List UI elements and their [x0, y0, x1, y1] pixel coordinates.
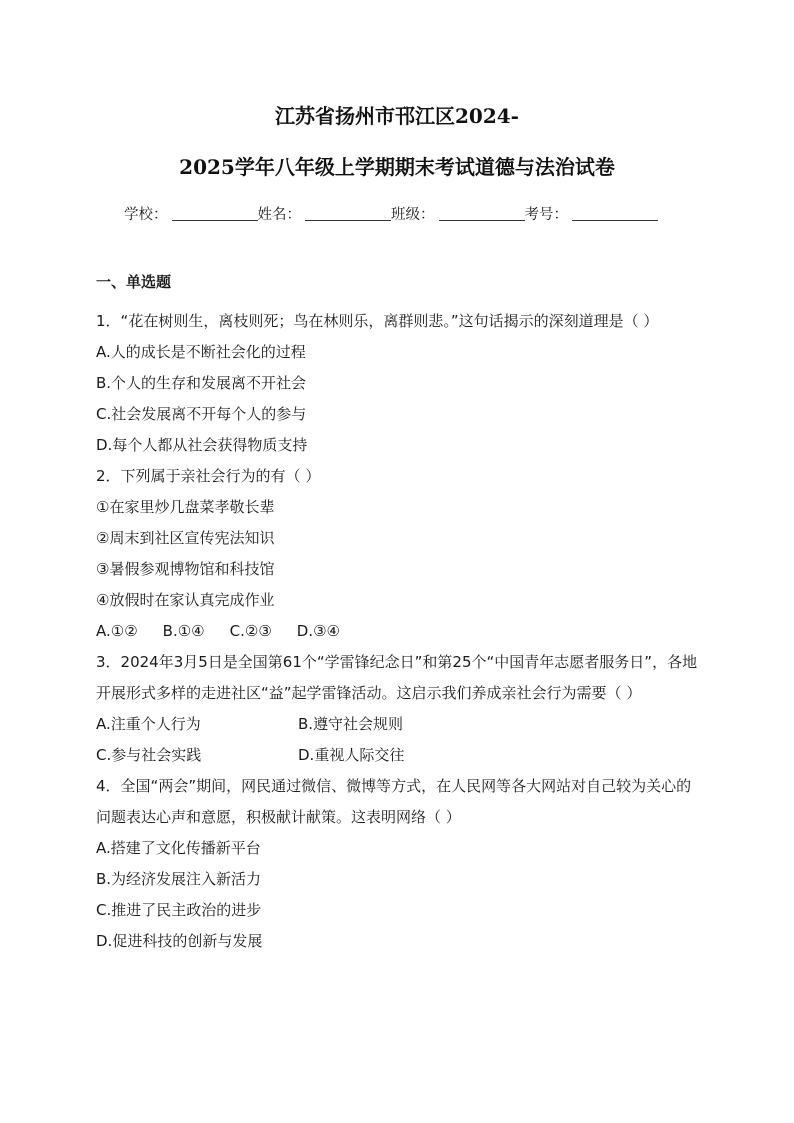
option-a: A.①②: [96, 622, 138, 640]
question-4: [96, 771, 698, 957]
question-stem: 4．全国“两会”期间，网民通过微信、微博等方式，在人民网等各大网站对自己较为关心的问题表达心声和意愿，积极献计献策。这表明网络（ ）: [96, 777, 692, 826]
option-c: C.②③: [229, 622, 272, 640]
option-d: D.每个人都从社会获得物质支持: [96, 436, 308, 454]
class-field: [391, 203, 525, 227]
question-stem: 3．2024年3月5日是全国第61个“学雷锋纪念日”和第25个“中国青年志愿者服务日”，各地开展形式多样的走进社区“益”起学雷锋活动。这启示我们养成亲社会行为需要（ ）: [96, 653, 698, 702]
option-c: C.推进了民主政治的进步: [96, 901, 262, 919]
student-info-row: [124, 203, 684, 227]
option-b: B.为经济发展注入新活力: [96, 870, 262, 888]
statement-2: ②周末到社区宣传宪法知识: [96, 529, 275, 547]
question-stem: 1．“花在树则生，离枝则死；鸟在林则乐，离群则悲。”这句话揭示的深刻道理是（ ）: [96, 312, 659, 330]
school-label: 学校：: [124, 207, 168, 223]
exam-title-line-1: 江苏省扬州市邗江区2024-: [275, 104, 519, 128]
exam-number-blank[interactable]: [572, 203, 658, 221]
option-b: B.个人的生存和发展离不开社会: [96, 374, 307, 392]
class-label: 班级：: [391, 207, 435, 223]
name-label: 姓名：: [257, 207, 301, 223]
option-c: C.参与社会实践: [96, 746, 202, 764]
exam-number-label: 考号：: [524, 207, 568, 223]
options-row-1: [96, 709, 698, 740]
option-b: B.①④: [162, 622, 205, 640]
option-a: A.搭建了文化传播新平台: [96, 839, 261, 857]
question-list: [96, 306, 698, 957]
name-field: [258, 203, 392, 227]
question-stem: 2．下列属于亲社会行为的有（ ）: [96, 467, 321, 485]
option-d: D.③④: [296, 622, 340, 640]
name-blank[interactable]: [305, 203, 391, 221]
option-d: D.重视人际交往: [298, 746, 405, 764]
option-c: C.社会发展离不开每个人的参与: [96, 405, 307, 423]
options-row: [96, 616, 698, 647]
exam-title-line-2: 2025学年八年级上学期期末考试道德与法治试卷: [179, 155, 615, 179]
question-2: [96, 461, 698, 647]
school-blank[interactable]: [172, 203, 258, 221]
question-1: [96, 306, 698, 461]
option-d: D.促进科技的创新与发展: [96, 932, 263, 950]
section-heading: 一、单选题: [96, 273, 172, 291]
question-3: [96, 647, 698, 771]
option-a: A.人的成长是不断社会化的过程: [96, 343, 306, 361]
options-row-2: [96, 740, 698, 771]
statement-3: ③暑假参观博物馆和科技馆: [96, 560, 275, 578]
option-a: A.注重个人行为: [96, 715, 201, 733]
statement-1: ①在家里炒几盘菜孝敬长辈: [96, 498, 275, 516]
option-b: B.遵守社会规则: [298, 715, 404, 733]
school-field: [124, 203, 258, 227]
exam-number-field: [525, 203, 659, 227]
class-blank[interactable]: [439, 203, 525, 221]
statement-4: ④放假时在家认真完成作业: [96, 591, 275, 609]
